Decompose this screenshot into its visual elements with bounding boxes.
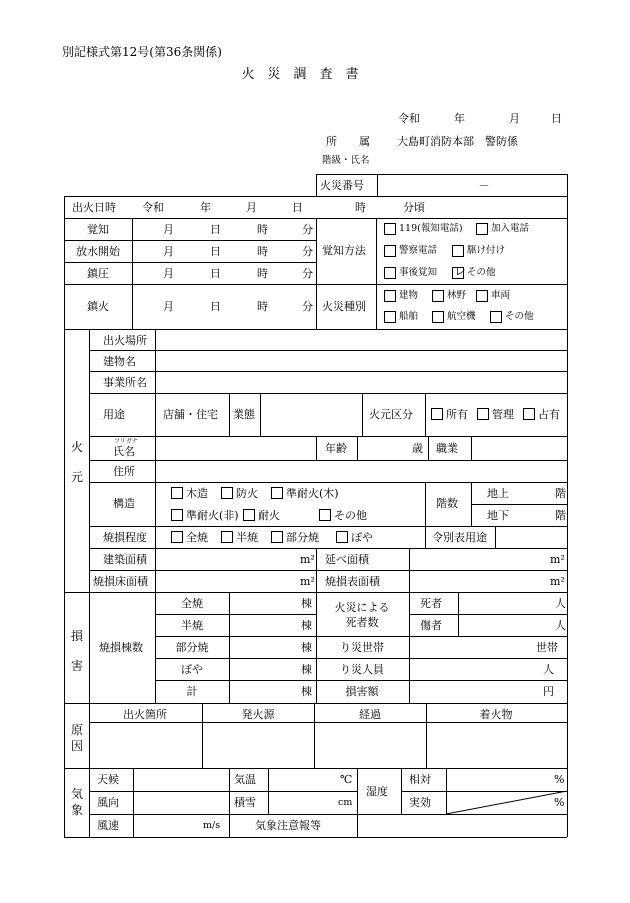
checkbox-wood[interactable] <box>171 487 183 499</box>
damage-row-label: 計 <box>186 685 198 698</box>
label-weather: 天候 <box>97 773 119 786</box>
fire-type-building: 建物 <box>399 290 419 301</box>
checkbox-119[interactable] <box>384 223 396 235</box>
label-snow: 積雪 <box>234 796 256 809</box>
checkbox-occupy[interactable] <box>523 408 535 420</box>
origin-own: 所有 <box>446 408 468 421</box>
unit-percent: % <box>554 773 565 786</box>
label-injured: 傷者 <box>420 619 442 632</box>
label-relative: 相対 <box>409 773 431 786</box>
label-building-area: 建築面積 <box>103 553 147 566</box>
checkbox-forest[interactable] <box>432 290 444 302</box>
time-row-label: 放水開始 <box>76 245 120 258</box>
checkbox-partial[interactable] <box>271 531 283 543</box>
label-casualty-2: 死者数 <box>345 616 379 629</box>
checkbox-building[interactable] <box>384 290 396 302</box>
label-dead: 死者 <box>420 597 442 610</box>
struct-fire-resist: 耐火 <box>258 509 280 522</box>
affiliation-value: 大島町消防本部 警防係 <box>397 135 518 148</box>
section-damage <box>71 630 83 690</box>
unit-month: 月 <box>163 223 174 236</box>
form-title: 火 災 調 査 書 <box>241 67 359 82</box>
floors-above-unit: 階 <box>555 487 566 500</box>
section-damage-gai: 害 <box>71 659 84 673</box>
unit-day: 日 <box>210 267 221 280</box>
unit-minute: 分 <box>302 267 313 280</box>
outbreak-year: 年 <box>200 201 211 214</box>
outbreak-day: 日 <box>292 201 303 214</box>
struct-fireproof-prep: 防火 <box>236 487 258 500</box>
detection-rush: 駆け付け <box>467 245 506 256</box>
origin-manage: 管理 <box>492 408 514 421</box>
outbreak-label: 出火日時 <box>72 201 116 214</box>
date-month: 月 <box>509 112 520 125</box>
label-origin-place: 出火箇所 <box>123 708 167 721</box>
unit-sqm: m² <box>300 575 315 588</box>
unit-celsius: ℃ <box>340 773 353 786</box>
section-weather-sho: 象 <box>71 803 84 817</box>
time-row-label: 鎮圧 <box>87 267 109 280</box>
checkbox-own[interactable] <box>431 408 443 420</box>
label-burn-count: 焼損棟数 <box>99 641 143 654</box>
label-building-name: 建物名 <box>103 355 136 368</box>
unit-minute: 分 <box>302 300 313 313</box>
unit-hour: 時 <box>257 223 268 236</box>
damage-row-label: ぼや <box>181 663 203 676</box>
time-row-label: 鎮火 <box>87 300 109 313</box>
unit-building: 棟 <box>301 597 312 610</box>
outbreak-hour: 時 <box>355 201 366 214</box>
label-total-floor-area: 延べ面積 <box>325 553 369 566</box>
label-origin-class: 火元区分 <box>369 408 413 421</box>
label-temp: 気温 <box>234 773 256 786</box>
fire-type-aircraft: 航空機 <box>447 311 476 322</box>
affiliation-label: 所 属 <box>326 135 370 148</box>
label-wind-speed: 風速 <box>97 819 119 832</box>
checkbox-after[interactable] <box>384 267 396 279</box>
unit-sqm: m² <box>550 553 565 566</box>
fire-type-label: 火災種別 <box>322 300 366 313</box>
label-humidity: 湿度 <box>366 785 388 798</box>
detection-119: 119(報知電話) <box>399 223 463 234</box>
label-warnings: 気象注意報等 <box>255 819 321 832</box>
damage-row-label: 部分焼 <box>175 641 209 654</box>
label-business-state: 業態 <box>233 408 255 421</box>
label-wind-dir: 風向 <box>97 796 119 809</box>
label-source: 発火源 <box>241 708 275 721</box>
checkbox-fire-resist[interactable] <box>243 509 255 521</box>
unit-percent: % <box>554 796 565 809</box>
label-floors: 階数 <box>436 497 458 510</box>
label-process: 経過 <box>359 708 381 721</box>
checkbox-fire-other[interactable] <box>490 311 502 323</box>
unit-month: 月 <box>163 245 174 258</box>
unit-hour: 時 <box>257 300 268 313</box>
unit-day: 日 <box>210 245 221 258</box>
section-origin-ka: 火 <box>71 440 84 454</box>
detection-after: 事後覚知 <box>399 267 438 278</box>
label-furigana: フリガナ <box>114 438 138 445</box>
damage-row-label: 全焼 <box>181 597 203 610</box>
unit-day: 日 <box>210 223 221 236</box>
struct-other: その他 <box>334 509 367 522</box>
checkbox-manage[interactable] <box>477 408 489 420</box>
label-burn-degree: 焼損程度 <box>103 531 147 544</box>
fire-type-ship: 船舶 <box>399 311 419 322</box>
fire-number-label: 火災番号 <box>320 179 364 192</box>
rank-name-label: 階級・氏名 <box>322 155 370 166</box>
unit-month: 月 <box>163 267 174 280</box>
burn-small: ぼや <box>351 531 373 544</box>
unit-building: 棟 <box>301 641 312 654</box>
date-reiwa: 令和 <box>398 112 420 125</box>
unit-person: 人 <box>555 597 566 610</box>
label-burn-floor-area: 焼損床面積 <box>93 575 148 588</box>
date-day: 日 <box>551 112 562 125</box>
age-unit: 歳 <box>412 442 423 455</box>
checkbox-vehicle[interactable] <box>476 290 488 302</box>
checkbox-full[interactable] <box>171 531 183 543</box>
unit-building: 棟 <box>301 663 312 676</box>
unit-person: 人 <box>555 619 566 632</box>
label-first-ignited: 着火物 <box>479 708 513 721</box>
checkbox-police-phone[interactable] <box>384 245 396 257</box>
section-origin <box>71 441 83 501</box>
struct-semi-non: 準耐火(非) <box>186 509 239 522</box>
section-weather-ki: 気 <box>71 787 84 801</box>
checkbox-struct-other[interactable] <box>319 509 331 521</box>
unit-hour: 時 <box>257 267 268 280</box>
label-address: 住所 <box>113 465 135 478</box>
floors-above: 地上 <box>487 487 509 500</box>
label-age: 年齢 <box>325 442 347 455</box>
struct-semi-wood: 準耐火(木) <box>286 487 339 500</box>
unit-building: 棟 <box>301 619 312 632</box>
time-row-label: 覚知 <box>87 223 109 236</box>
checkbox-other[interactable] <box>452 264 467 279</box>
label-casualty-1: 火災による <box>334 601 390 614</box>
label-damage-amount: 損害額 <box>345 685 379 698</box>
unit-minute: 分 <box>302 223 313 236</box>
checkbox-rush[interactable] <box>452 245 464 257</box>
section-cause-gen: 原 <box>71 723 84 737</box>
section-weather <box>71 788 83 834</box>
outbreak-month: 月 <box>246 201 257 214</box>
burn-full: 全焼 <box>186 531 208 544</box>
outbreak-reiwa: 令和 <box>142 201 164 214</box>
origin-occupy: 占有 <box>538 408 560 421</box>
effective-humidity-slash <box>446 791 567 814</box>
unit-day: 日 <box>210 300 221 313</box>
unit-sqm: m² <box>300 553 315 566</box>
label-name: 氏名 <box>113 445 135 458</box>
section-cause <box>71 724 83 770</box>
unit-person: 人 <box>543 663 554 676</box>
label-combined-use: 令別表用途 <box>432 531 487 544</box>
checkbox-join-phone[interactable] <box>476 223 488 235</box>
burn-half: 半焼 <box>236 531 258 544</box>
fire-type-forest: 林野 <box>447 290 467 301</box>
unit-building: 棟 <box>301 685 312 698</box>
burn-partial: 部分焼 <box>286 531 319 544</box>
checkbox-small[interactable] <box>336 531 348 543</box>
fire-number-value: － <box>478 179 490 192</box>
detection-police: 警察電話 <box>399 245 438 256</box>
outbreak-minute: 分頃 <box>403 201 425 214</box>
checkbox-fireproof-prep[interactable] <box>221 487 233 499</box>
unit-hour: 時 <box>257 245 268 258</box>
unit-yen: 円 <box>543 685 554 698</box>
unit-cm: cm <box>338 797 353 808</box>
label-effective: 実効 <box>409 796 431 809</box>
detection-label: 覚知方法 <box>322 244 366 257</box>
unit-minute: 分 <box>302 245 313 258</box>
checkbox-ship[interactable] <box>384 311 396 323</box>
section-cause-in: 因 <box>71 739 84 753</box>
unit-ms: m/s <box>203 820 221 831</box>
label-use: 用途 <box>103 408 125 421</box>
checkbox-half[interactable] <box>221 531 233 543</box>
section-origin-moto: 元 <box>71 470 84 484</box>
checkbox-semi-wood[interactable] <box>271 487 283 499</box>
floors-below: 地下 <box>487 509 509 522</box>
label-structure: 構造 <box>113 497 135 510</box>
damage-row-label: 半焼 <box>181 619 203 632</box>
label-burn-surface-area: 焼損表面積 <box>325 575 380 588</box>
label-affected-people: り災人員 <box>340 663 384 676</box>
detection-other: その他 <box>467 267 496 278</box>
fire-type-vehicle: 車両 <box>491 290 511 301</box>
date-year: 年 <box>454 112 465 125</box>
label-place: 出火場所 <box>103 334 147 347</box>
detection-join: 加入電話 <box>491 223 530 234</box>
unit-month: 月 <box>163 300 174 313</box>
use-value: 店舗・住宅 <box>163 408 218 421</box>
fire-type-other: その他 <box>505 311 534 322</box>
checkbox-aircraft[interactable] <box>432 311 444 323</box>
section-damage-son: 損 <box>71 629 84 643</box>
unit-sqm: m² <box>550 575 565 588</box>
checkbox-semi-non[interactable] <box>171 509 183 521</box>
label-households: り災世帯 <box>340 641 384 654</box>
floors-below-unit: 階 <box>555 509 566 522</box>
struct-wood: 木造 <box>186 487 208 500</box>
label-business-name: 事業所名 <box>103 376 147 389</box>
label-occupation: 職業 <box>436 442 458 455</box>
unit-household: 世帯 <box>536 641 558 654</box>
check-mark: レ <box>454 264 467 278</box>
form-header-note: 別記様式第12号(第36条関係) <box>62 45 222 59</box>
